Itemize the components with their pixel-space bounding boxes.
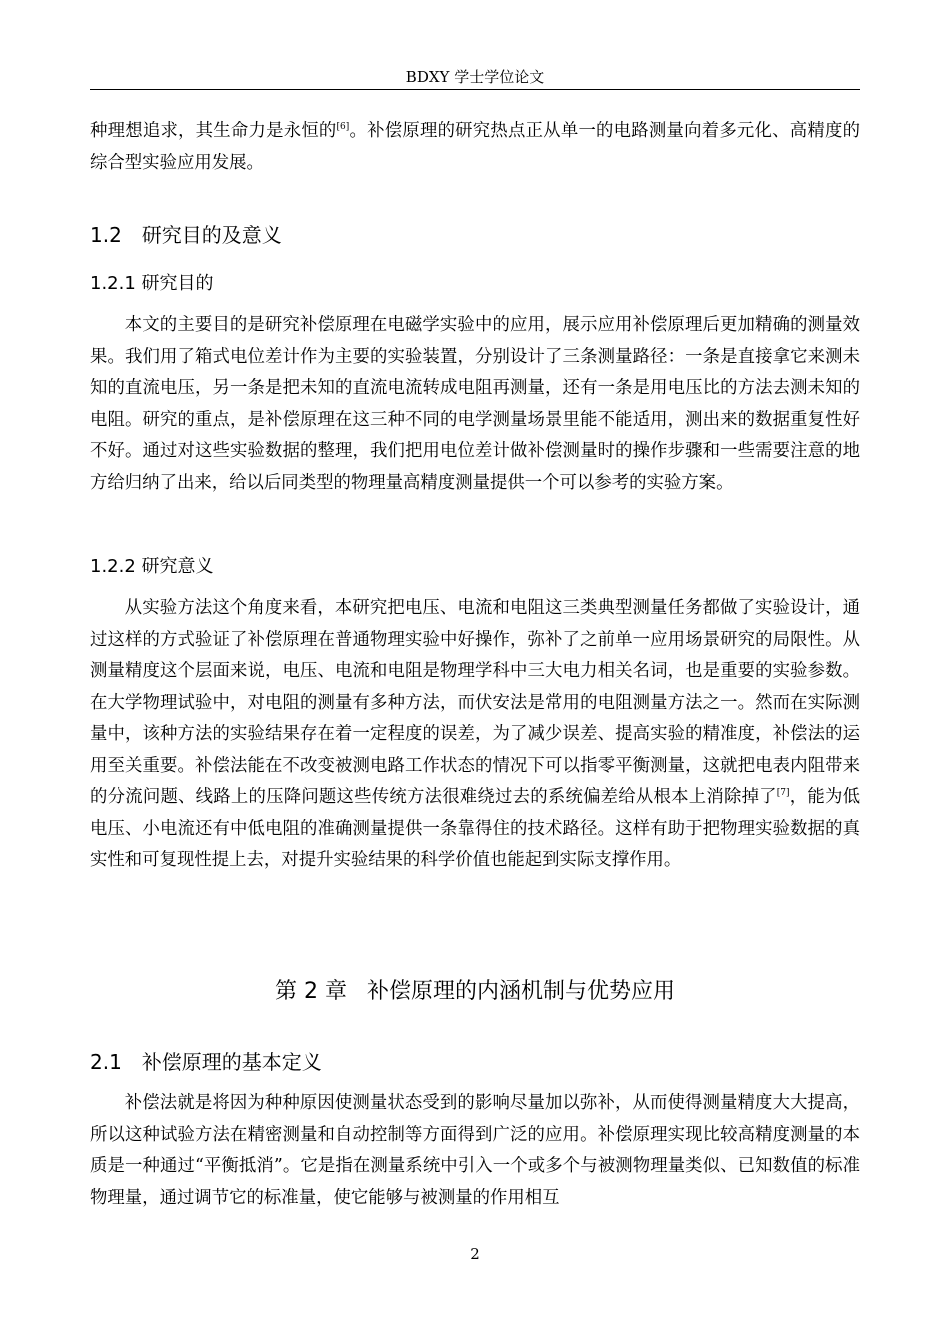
header-rule xyxy=(90,89,860,90)
intro-paragraph xyxy=(90,116,860,179)
subsection-heading-1-2-1: 1.2.1 研究目的 xyxy=(90,273,214,294)
intro-text-b: 。补偿原理的研究热点正从单一的电路测量向着多元化、高精度的综合型实验应用发展。 xyxy=(90,121,860,173)
intro-text-a: 种理想追求，其生命力是永恒的 xyxy=(90,121,337,141)
subsection-heading-1-2-2: 1.2.2 研究意义 xyxy=(90,556,214,577)
page-number: 2 xyxy=(470,1245,480,1263)
citation-ref-6: [6] xyxy=(336,122,350,132)
research-significance-paragraph xyxy=(90,593,860,877)
section-heading-2-1 xyxy=(90,1047,860,1077)
section-title: 研究目的及意义 xyxy=(141,223,282,247)
significance-text-b: ，能为低电压、小电流还有中低电阻的准确测量提供一条靠得住的技术路径。这样有助于把物理实验数据的真实性和可复现性提上去，对提升实验结果的科学价值也能起到实际支撑作用。 xyxy=(90,787,860,870)
section-title: 补偿原理的基本定义 xyxy=(141,1050,322,1074)
research-purpose-paragraph: 本文的主要目的是研究补偿原理在电磁学实验中的应用，展示应用补偿原理后更加精确的测量效果。我们用了箱式电位差计作为主要的实验装置，分别设计了三条测量路径：一条是直接拿它来测未知的直流电压，另一条是把未知的直流电流转成电阻再测量，还有一条是用电压比的方法去测未知的电阻。研究的重点，是补偿原理在这三种不同的电学测量场景里能不能适用，测出来的数据重复性好不好。通过对这些实验数据的整理，我们把用电位差计做补偿测量时的操作步骤和一些需要注意的地方给归纳了出来，给以后同类型的物理量高精度测量提供一个可以参考的实验方案。 xyxy=(90,315,860,493)
basic-definition-paragraph: 补偿法就是将因为种种原因使测量状态受到的影响尽量加以弥补，从而使得测量精度大大提高，所以这种试验方法在精密测量和自动控制等方面得到广泛的应用。补偿原理实现比较高精度测量的本质是一种通过“平衡抵消”。它是指在测量系统中引入一个或多个与被测物理量类似、已知数值的标准物理量，通过调节它的标准量，使它能够与被测量的作用相互 xyxy=(90,1093,860,1208)
chapter-title: 补偿原理的内涵机制与优势应用 xyxy=(366,979,675,1004)
section-number: 1.2 xyxy=(90,223,122,247)
chapter-number: 第 2 章 xyxy=(275,979,347,1004)
section-heading-1-2 xyxy=(90,220,860,250)
citation-ref-7: [7] xyxy=(776,788,790,798)
chapter-heading-2 xyxy=(90,976,860,1008)
significance-text-a: 从实验方法这个角度来看，本研究把电压、电流和电阻这三类典型测量任务都做了实验设计，通过这样的方式验证了补偿原理在普通物理实验中好操作，弥补了之前单一应用场景研究的局限性。从测量精度这个层面来说，电压、电流和电阻是物理学科中三大电力相关名词，也是重要的实验参数。在大学物理试验中，对电阻的测量有多种方法，而伏安法是常用的电阻测量方法之一。然而在实际测量中，该种方法的实验结果存在着一定程度的误差，为了减少误差、提高实验的精准度，补偿法的运用至关重要。补偿法能在不改变被测电路工作状态的情况下可以指零平衡测量，这就把电表内阻带来的分流问题、线路上的压降问题这些传统方法很难绕过去的系统偏差给从根本上消除掉了 xyxy=(90,598,860,807)
running-header: BDXY 学士学位论文 xyxy=(405,68,545,86)
section-number: 2.1 xyxy=(90,1050,122,1074)
